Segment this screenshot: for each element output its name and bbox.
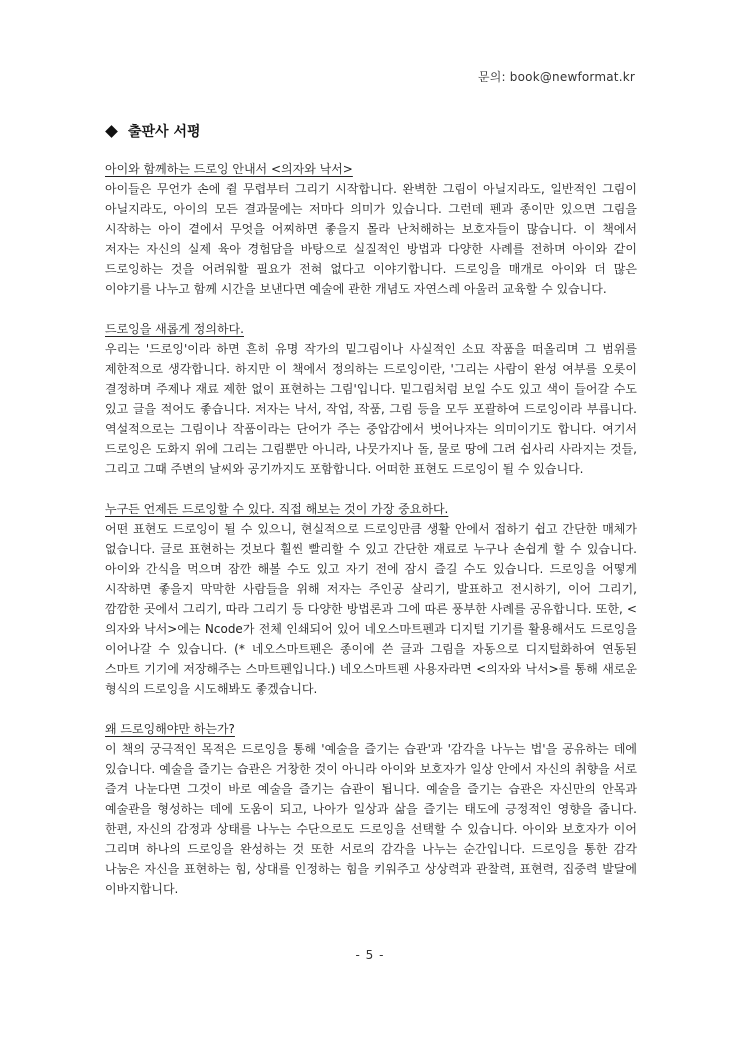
- review-block-intro: [105, 159, 637, 299]
- block-title: 누구든 언제든 드로잉할 수 있다. 직접 해보는 것이 가장 중요하다.: [105, 502, 449, 516]
- review-block-why: [105, 719, 637, 899]
- review-block-definition: [105, 319, 637, 479]
- block-title: 왜 드로잉해야만 하는가?: [105, 722, 235, 736]
- block-body: 우리는 '드로잉'이라 하면 흔히 유명 작가의 밑그림이나 사실적인 소묘 작품을 떠올리며 그 범위를 제한적으로 생각합니다. 하지만 이 책에서 정의하는 드로잉이란, '그리는 사람이 완성 여부를 오롯이 결정하며 주제나 재료 제한 없이 표현하는 그림'입니다. 밑그림처럼 보일 수도 있고 색이 들어갈 수도 있고 글을 적어도 좋습니다. 저자는 낙서, 작업, 작품, 그림 등을 모두 포괄하여 드로잉이라 부릅니다. 역설적으로는 그림이나 작품이라는 단어가 주는 중압감에서 벗어나자는 의미이기도 합니다. 여기서 드로잉은 도화지 위에 그리는 그림뿐만 아니라, 나뭇가지나 돌, 물로 땅에 그려 쉽사리 사라지는 것들, 그리고 그때 주변의 날씨와 공기까지도 포함합니다. 어떠한 표현도 드로잉이 될 수 있습니다.: [105, 342, 637, 476]
- block-body: 어떤 표현도 드로잉이 될 수 있으니, 현실적으로 드로잉만큼 생활 안에서 접하기 쉽고 간단한 매체가 없습니다. 글로 표현하는 것보다 훨씬 빨리할 수 있고 간단한 재료로 누구나 손쉽게 할 수 있습니다. 아이와 간식을 먹으며 잠깐 해볼 수도 있고 자기 전에 잠시 즐길 수도 있습니다. 드로잉을 어떻게 시작하면 좋을지 막막한 사람들을 위해 저자는 주인공 살리기, 발표하고 전시하기, 이어 그리기, 깜깜한 곳에서 그리기, 따라 그리기 등 다양한 방법론과 그에 따른 풍부한 사례를 공유합니다. 또한, <의자와 낙서>에는 Ncode가 전체 인쇄되어 있어 네오스마트펜과 디지털 기기를 활용해서도 드로잉을 이어나갈 수 있습니다. (* 네오스마트펜은 종이에 쓴 글과 그림을 자동으로 디지털화하여 연동된 스마트 기기에 저장해주는 스마트펜입니다.) 네오스마트펜 사용자라면 <의자와 낙서>를 통해 새로운 형식의 드로잉을 시도해봐도 좋겠습니다.: [105, 522, 637, 696]
- section-heading: [105, 121, 201, 141]
- section-title: 출판사 서평: [128, 124, 201, 140]
- block-title: 아이와 함께하는 드로잉 안내서 <의자와 낙서>: [105, 162, 353, 176]
- block-title: 드로잉을 새롭게 정의하다.: [105, 322, 244, 336]
- block-body: 이 책의 궁극적인 목적은 드로잉을 통해 '예술을 즐기는 습관'과 '감각을 나누는 법'을 공유하는 데에 있습니다. 예술을 즐기는 습관은 거창한 것이 아니라 아이와 보호자가 일상 안에서 자신의 취향을 서로 즐겨 나눈다면 그것이 바로 예술을 즐기는 습관이 됩니다. 예술을 즐기는 습관은 자신만의 안목과 예술관을 형성하는 데에 도움이 되고, 나아가 일상과 삶을 즐기는 태도에 긍정적인 영향을 줍니다. 한편, 자신의 감정과 상태를 나누는 수단으로도 드로잉을 선택할 수 있습니다. 아이와 보호자가 이어 그리며 하나의 드로잉을 완성하는 것 또한 서로의 감각을 나누는 순간입니다. 드로잉을 통한 감각 나눔은 자신을 표현하는 힘, 상대를 인정하는 힘을 키워주고 상상력과 관찰력, 표현력, 집중력 발달에 이바지합니다.: [105, 742, 637, 896]
- review-content: [105, 159, 637, 919]
- page-number: - 5 -: [355, 948, 385, 962]
- review-block-anyone: [105, 499, 637, 699]
- contact-info: 문의: book@newformat.kr: [477, 70, 635, 84]
- diamond-icon: [105, 125, 118, 138]
- block-body: 아이들은 무언가 손에 쥘 무렵부터 그리기 시작합니다. 완벽한 그림이 아닐지라도, 일반적인 그림이 아닐지라도, 아이의 모든 결과물에는 저마다 의미가 있습니다. 그런데 펜과 종이만 있으면 그림을 시작하는 아이 곁에서 무엇을 어찌하면 좋을지 몰라 난처해하는 보호자들이 많습니다. 이 책에서 저자는 자신의 실제 육아 경험담을 바탕으로 실질적인 방법과 다양한 사례를 전하며 아이와 같이 드로잉하는 것을 어려워할 필요가 전혀 없다고 이야기합니다. 드로잉을 매개로 아이와 더 많은 이야기를 나누고 함께 시간을 보낸다면 예술에 관한 개념도 자연스레 아울러 교육할 수 있습니다.: [105, 182, 637, 296]
